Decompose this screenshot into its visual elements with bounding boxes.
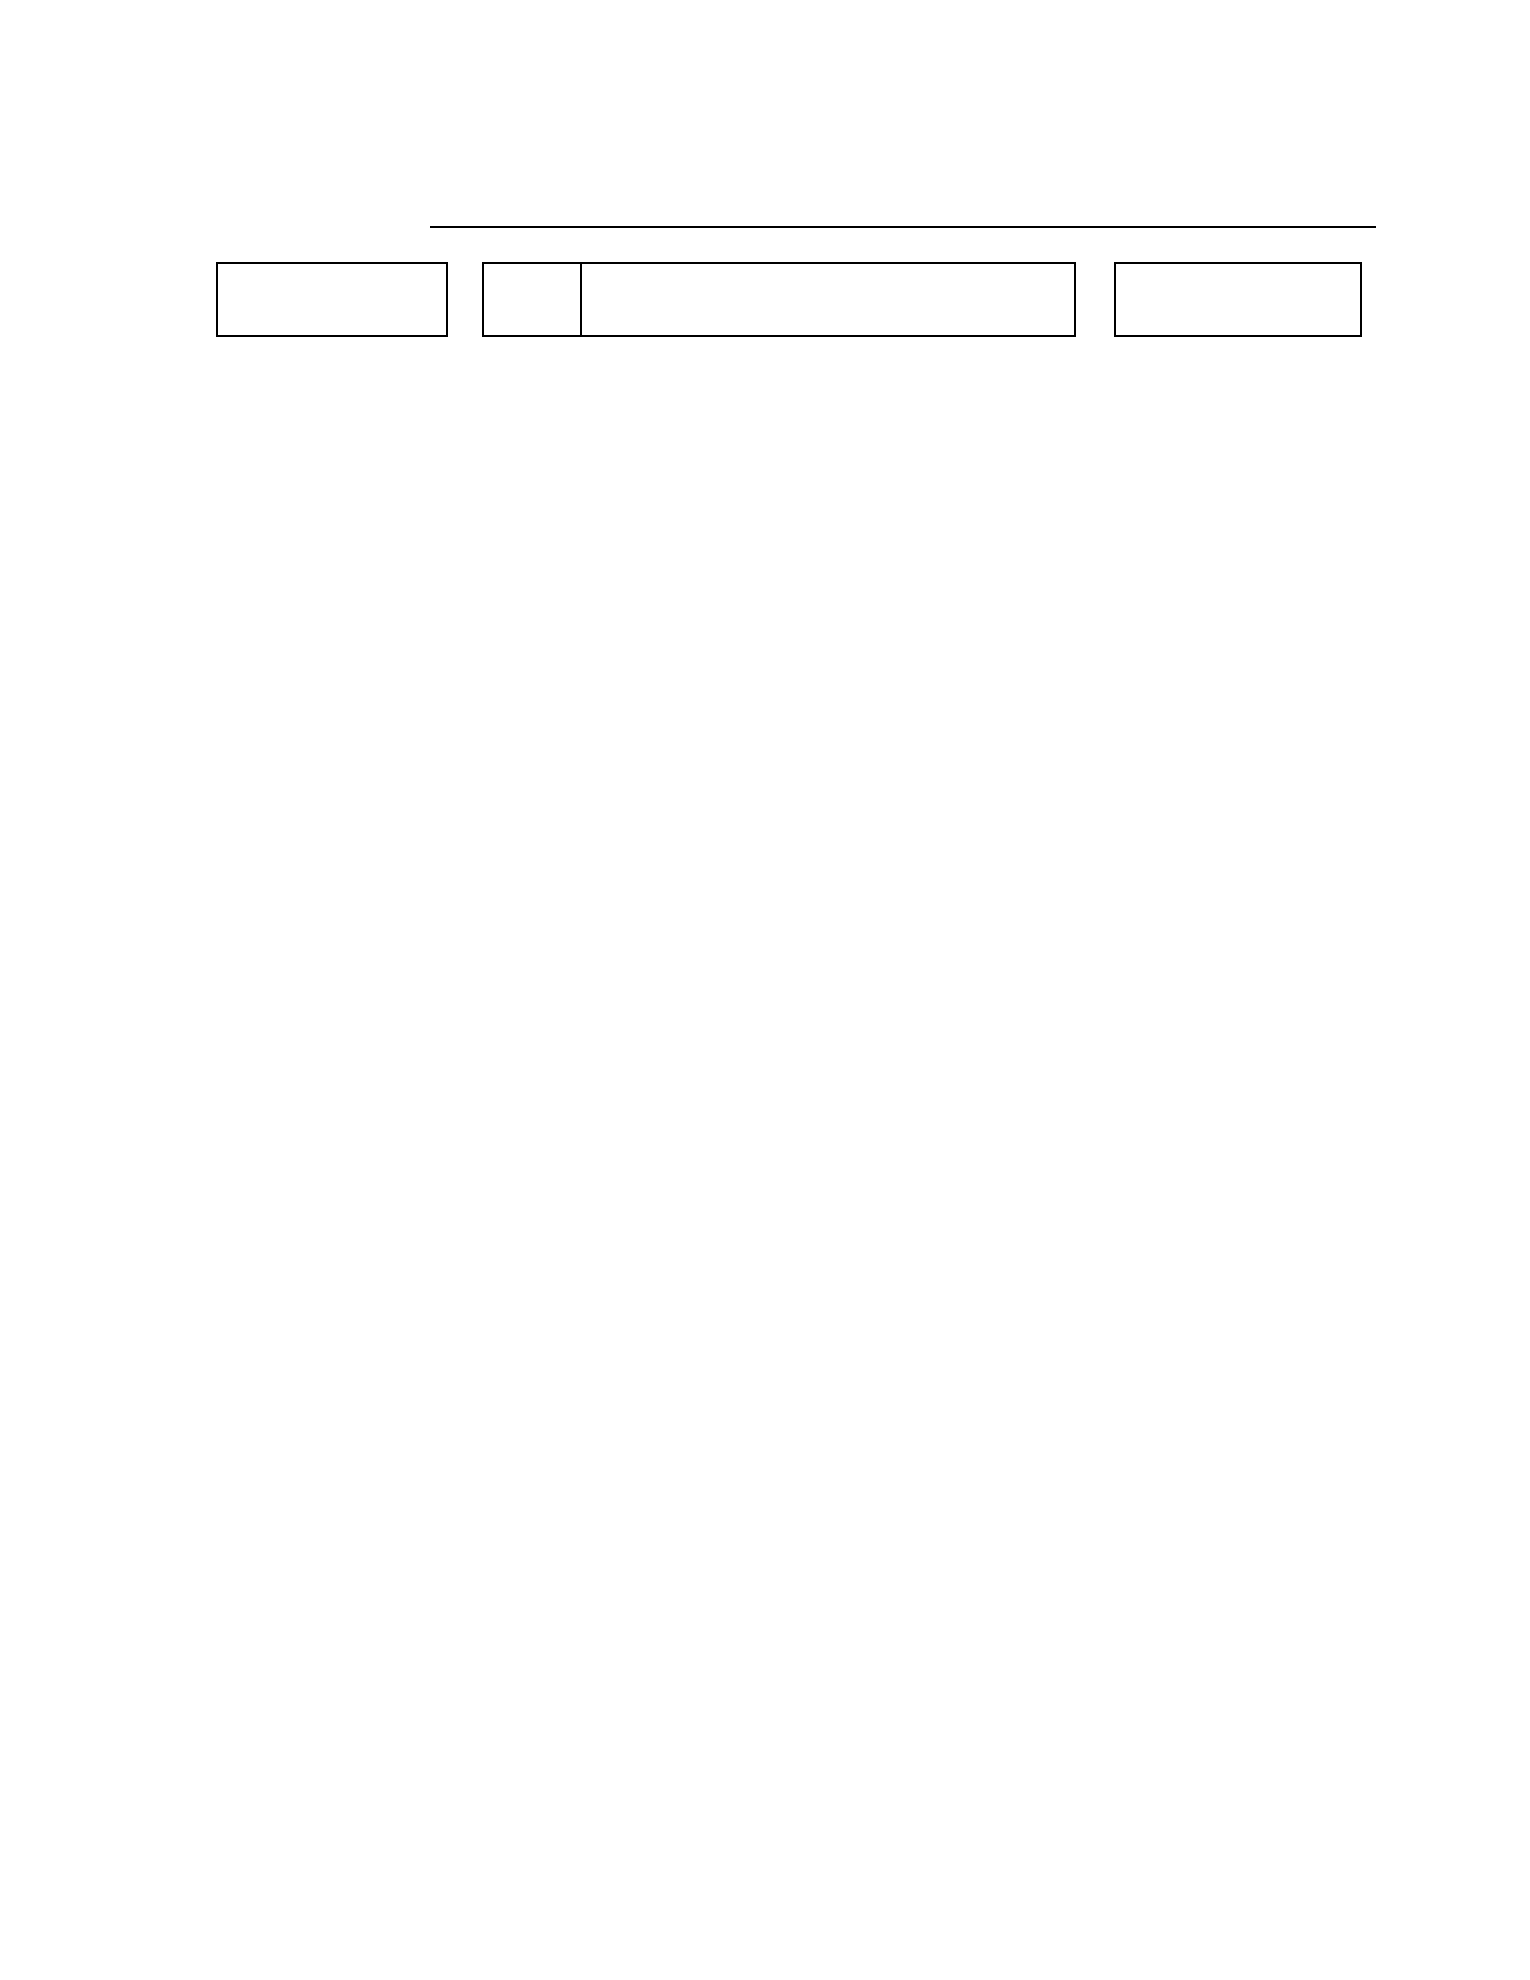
- completed-form-header: [1114, 262, 1362, 337]
- step-header: [482, 262, 582, 337]
- form-header: [216, 262, 448, 337]
- action-header: [582, 262, 1076, 337]
- header-rule: [430, 226, 1376, 228]
